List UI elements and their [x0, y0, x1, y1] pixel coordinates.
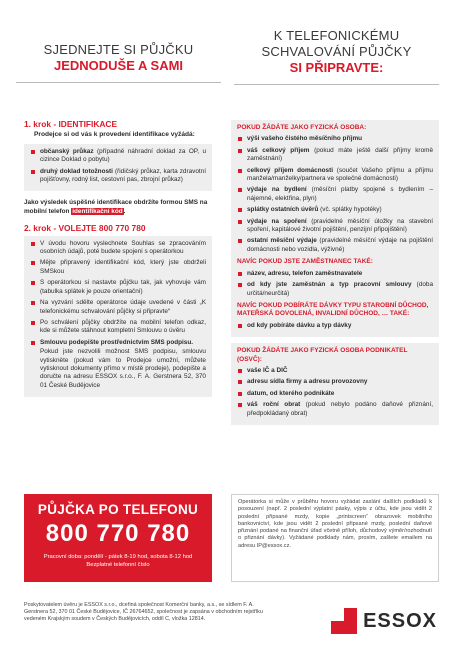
sign-bold: Smlouvu podepište prostřednictvím SMS podpisu.	[40, 338, 194, 346]
natural-item-text: (součet Vašeho příjmu a příjmu manžela/manželky/partnera ve společné domácnosti)	[247, 166, 433, 183]
essox-logo-text: ESSOX	[363, 609, 437, 632]
employed-item-text: (doba určitá/neurčitá)	[247, 281, 433, 297]
employed-item-bold: od kdy jste zaměstnán a typ pracovní smlouvy	[247, 281, 412, 289]
identification-result-text	[24, 199, 212, 216]
step2-item-text: Mějte připravený identifikační kód, který jste obdrželi SMSkou	[40, 259, 206, 275]
business-item-bold: datum, od kterého podnikáte	[247, 389, 335, 397]
natural-item-bold: splátky ostatních úvěrů	[247, 206, 319, 214]
step1-item-bold: druhý doklad totožnosti	[40, 167, 113, 175]
essox-logo	[331, 608, 437, 634]
natural-item	[237, 218, 433, 235]
sign-text: Pokud jste nezvolili možnost SMS podpisu, smlouvu vytiskněte (pokud vám to Prodejce umožní, můžete vytisknout dokumenty přímo v místě prodeje), podepište a doručte na adresu ESSOX s.r.o., F. A. Gerstnera 52, 370 01 České Budějovice	[40, 348, 206, 389]
top-bar	[16, 0, 439, 4]
phone-number[interactable]: 800 770 780	[45, 520, 191, 547]
business-item	[237, 390, 433, 398]
left-heading-line2: JEDNODUŠE A SAMI	[53, 58, 184, 73]
natural-item-text: (pravidelné měsíční úložky na stavební spoření, kapitálové životní pojištění, penzijní připojištění)	[247, 217, 433, 234]
natural-item-bold: váš celkový příjem	[247, 146, 310, 154]
business-item	[237, 367, 433, 375]
pension-item-bold: od kdy pobíráte dávku a typ dávky	[247, 321, 352, 329]
natural-item-bold: výši vašeho čistého měsíčního příjmu	[247, 135, 363, 143]
step1-item-text: (řidičský průkaz, karta zdravotní pojišťovny, rodný list, cestovní pas, zbrojní průkaz)	[40, 167, 206, 184]
business-item-bold: adresu sídla firmy a adresu provozovny	[247, 378, 368, 386]
natural-item	[237, 186, 433, 203]
identification-result-a: Jako výsledek úspěšné identifikace obdržíte formou SMS na mobilní telefon	[24, 199, 208, 215]
step2-item	[30, 299, 206, 316]
pension-item	[237, 322, 433, 330]
right-heading-rule	[234, 84, 439, 85]
step2-title: 2. krok - VOLEJTE 800 770 780	[24, 223, 146, 234]
identification-code-highlight: identifikační kód	[72, 207, 123, 215]
natural-item	[237, 237, 433, 254]
natural-item-bold: výdaje na bydlení	[247, 186, 307, 194]
right-heading-line3: SI PŘIPRAVTE:	[289, 60, 384, 75]
step2-item	[30, 240, 206, 257]
business-title: POKUD ŽÁDÁTE JAKO FYZICKÁ OSOBA PODNIKATEL (OSVČ):	[237, 347, 408, 363]
left-column	[24, 120, 212, 405]
business-item-bold: váš roční obrat	[247, 401, 301, 409]
natural-item-text: (pravidelné měsíční výdaje na pojištění domácnosti nebo vozidla, výživné)	[247, 237, 433, 253]
left-heading-rule	[16, 82, 221, 83]
right-heading-line2: SCHVALOVÁNÍ PŮJČKY	[261, 44, 412, 59]
step1-item-text: (případně náhradní doklad za OP, u cizince Doklad o pobytu)	[40, 147, 206, 164]
natural-item-text: (pokud máte ještě další příjmy kromě zaměstnání)	[247, 146, 433, 163]
step2-item	[30, 259, 206, 276]
header-row	[16, 28, 439, 108]
phone-free-label: Bezplatné telefonní číslo	[86, 561, 150, 568]
step1-subtitle: Prodejce si od vás k provedení identifikace vyžádá:	[34, 131, 195, 139]
natural-item-bold: výdaje na spoření	[247, 217, 307, 225]
left-heading	[16, 28, 221, 83]
natural-item-bold: ostatní měsíční výdaje	[247, 237, 317, 245]
employed-title: NAVÍC POKUD JSTE ZAMĚSTNANEC TAKÉ:	[237, 258, 373, 266]
business-item	[237, 401, 433, 418]
step1-item	[30, 148, 206, 165]
natural-item	[237, 135, 433, 143]
employed-item-bold: název, adresu, telefon zaměstnavatele	[247, 269, 363, 277]
step2-item-text: V úvodu hovoru vyslechnete Souhlas se zpracováním osobních údajů, poté budete spojeni s operátorkou	[40, 239, 206, 256]
natural-item-text: (vč. splátky hypotéky)	[318, 206, 382, 214]
natural-person-title: POKUD ŽÁDÁTE JAKO FYZICKÁ OSOBA:	[237, 124, 367, 131]
left-heading-line1: SJEDNEJTE SI PŮJČKU	[43, 42, 194, 57]
footer-legal-text: Poskytovatelem úvěru je ESSOX s.r.o., dceřiná společnost Komerční banky, a.s., se sídlem F. A. Gerstnera 52, 370 01 České Budějovice, IČ 26764652, společnost je zapsána v obchodním rejstříku vedeném Krajským soudem v Českých Budějovicích, oddíl C, vložka 12814.	[24, 602, 263, 623]
business-section	[231, 343, 439, 425]
natural-person-section	[231, 120, 439, 337]
step1-item-bold: občanský průkaz	[40, 147, 94, 155]
business-item-bold: vaše IČ a DIČ	[247, 366, 288, 374]
right-column	[231, 120, 439, 431]
step2-item-text: Na vyzvání sdělte operátorce údaje uvedené v části „K telefonickému schvalování půjčky si připravte“	[40, 299, 206, 315]
documents-note: Operátorka si může v průběhu hovoru vyžádat zaslání dalších podkladů k posouzení (např. 2 poslední výplatní pásky, výpis z účtu, kde jsou vidět 2 poslední připsané mzdy, kopie „printscreen“ obrazovek mobilního bankovnictví, kde jsou vidět 2 poslední připsané mzdy, poslední daňové přiznání podané na finanční úřad včetně příloh, důchodový výměr/rozhodnutí o přiznání dávky). Vyžádané podklady nám, prosím, zašlete emailem na adresu IP@essox.cz.	[231, 494, 439, 582]
natural-item	[237, 206, 433, 214]
phone-box	[24, 494, 212, 582]
right-heading	[234, 28, 439, 85]
phone-box-title: PŮJČKA PO TELEFONU	[37, 502, 199, 517]
step2-item-sign	[30, 339, 206, 390]
natural-item	[237, 167, 433, 184]
pension-title: NAVÍC POKUD POBÍRÁTE DÁVKY TYPU STAROBNÍ DŮCHOD, MATEŘSKÁ DOVOLENÁ, INVALIDNÍ DŮCHOD, … TAKÉ:	[237, 301, 429, 318]
natural-item-text: (měsíční platby spojené s bydlením – nájemné, elektřina, plyn)	[247, 186, 433, 202]
identification-result-b: .	[123, 207, 126, 215]
step2-item	[30, 319, 206, 336]
step2-item	[30, 279, 206, 296]
natural-item-bold: celkový příjem domácnosti	[247, 166, 333, 174]
business-item-text: (pokud nebylo podáno daňové přiznání, předpokládaný obrat)	[247, 401, 433, 417]
business-item	[237, 378, 433, 386]
employed-item	[237, 270, 433, 278]
step2-box	[24, 236, 212, 398]
natural-item	[237, 147, 433, 164]
phone-hours: Pracovní doba: pondělí - pátek 8-19 hod, sobota 8-12 hod	[43, 554, 193, 560]
employed-item	[237, 281, 433, 298]
step1-title: 1. krok - IDENTIFIKACE	[24, 119, 118, 129]
essox-logo-mark-icon	[331, 608, 357, 634]
step2-item-text: Po schválení půjčky obdržíte na mobilní telefon odkaz, kde si můžete stáhnout kompletní Smlouvu o úvěru	[40, 318, 206, 335]
step1-box	[24, 144, 212, 192]
step1-item	[30, 168, 206, 185]
step2-item-text: S operátorkou si nastavte půjčku tak, jak vyhovuje vám (tabulka splátek je pouze orientační)	[40, 279, 206, 295]
right-heading-line1: K TELEFONICKÉMU	[273, 28, 400, 43]
